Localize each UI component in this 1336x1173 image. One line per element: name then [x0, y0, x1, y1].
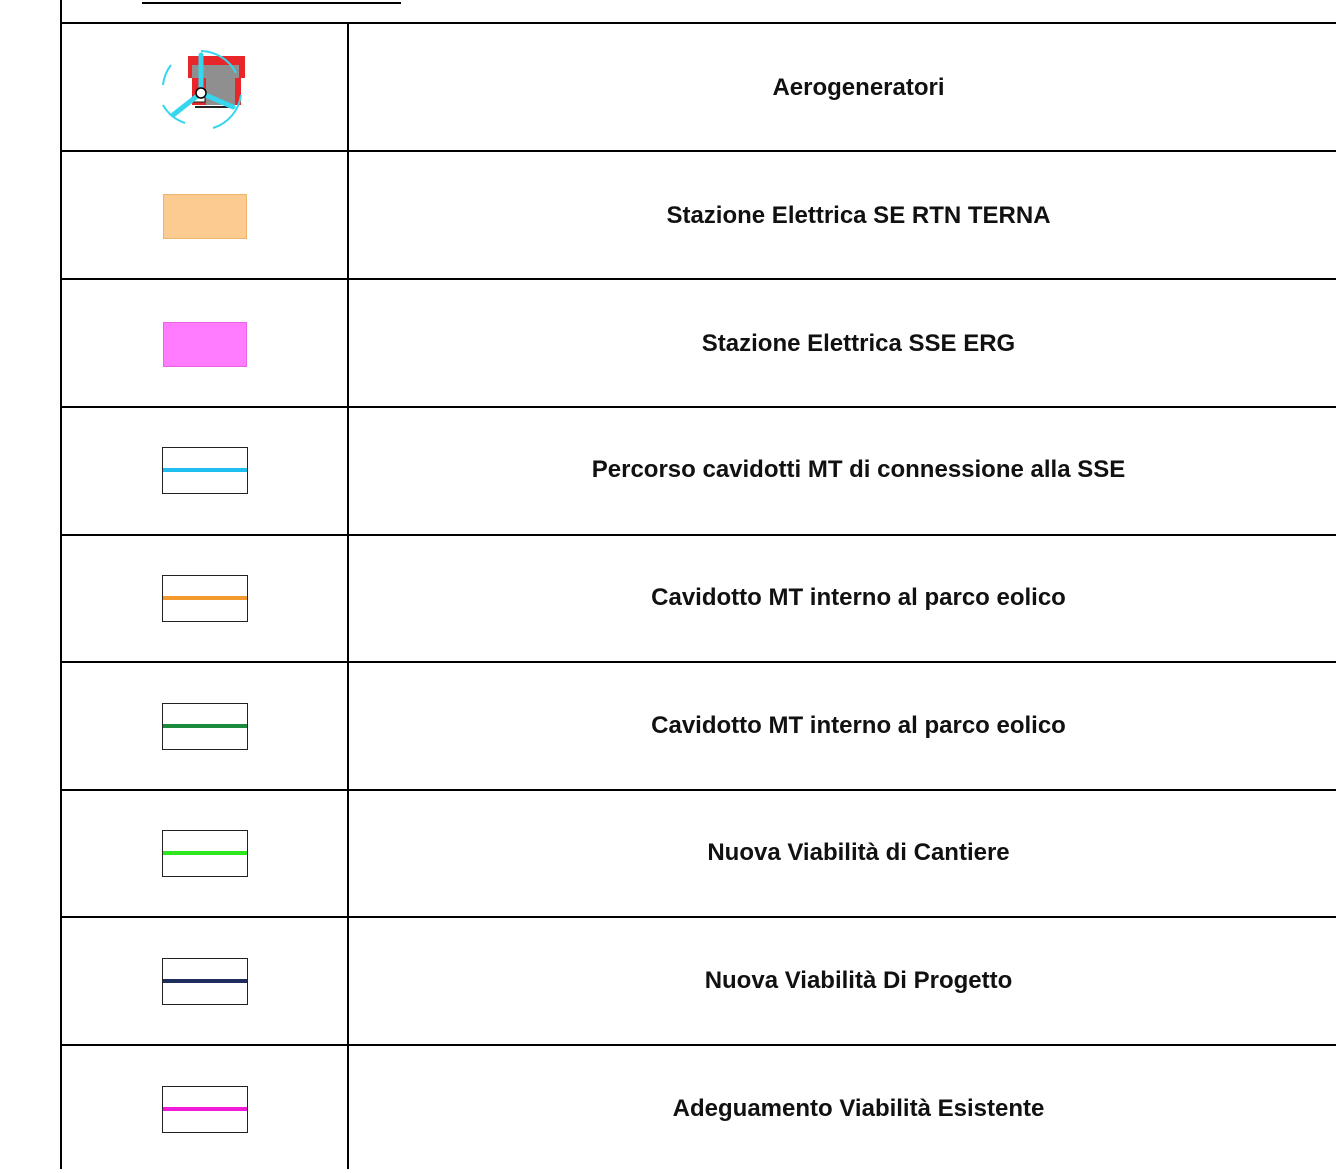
line-stroke — [163, 979, 247, 983]
wind-turbine-icon — [155, 43, 255, 133]
legend-symbol-cell — [62, 152, 348, 280]
legend-label: Stazione Elettrica SSE ERG — [701, 330, 1016, 357]
legend-label: Cavidotto MT interno al parco eolico — [651, 584, 1066, 611]
line-swatch — [162, 703, 248, 750]
legend-symbol-cell — [62, 662, 348, 790]
line-swatch — [162, 830, 248, 877]
line-swatch — [162, 575, 248, 622]
legend-label: Adeguamento Viabilità Esistente — [672, 1095, 1045, 1122]
line-stroke — [163, 724, 247, 728]
legend-symbol-cell — [62, 406, 348, 534]
legend-symbol-cell — [62, 1045, 348, 1173]
line-swatch — [162, 1086, 248, 1133]
erg-station-swatch — [163, 322, 247, 367]
legend-label: Aerogeneratori — [772, 74, 945, 101]
legend-label: Stazione Elettrica SE RTN TERNA — [666, 202, 1051, 229]
legend-label: Nuova Viabilità Di Progetto — [704, 967, 1013, 994]
legend-label: Nuova Viabilità di Cantiere — [707, 839, 1010, 866]
legend-label: Percorso cavidotti MT di connessione alla SSE — [591, 456, 1126, 483]
legend-symbol-cell — [62, 789, 348, 917]
turbine-hub — [196, 88, 206, 98]
line-swatch — [162, 447, 248, 494]
legend-symbol-cell — [62, 534, 348, 662]
line-swatch — [162, 958, 248, 1005]
legend-symbol-cell — [62, 917, 348, 1045]
line-stroke — [163, 851, 247, 855]
line-stroke — [163, 596, 247, 600]
legend-label: Cavidotto MT interno al parco eolico — [651, 712, 1066, 739]
line-stroke — [163, 1107, 247, 1111]
terna-station-swatch — [163, 194, 247, 239]
legend-symbol-cell — [62, 24, 348, 152]
line-stroke — [163, 468, 247, 472]
header-underline — [142, 2, 401, 4]
legend-symbol-cell — [62, 280, 348, 408]
